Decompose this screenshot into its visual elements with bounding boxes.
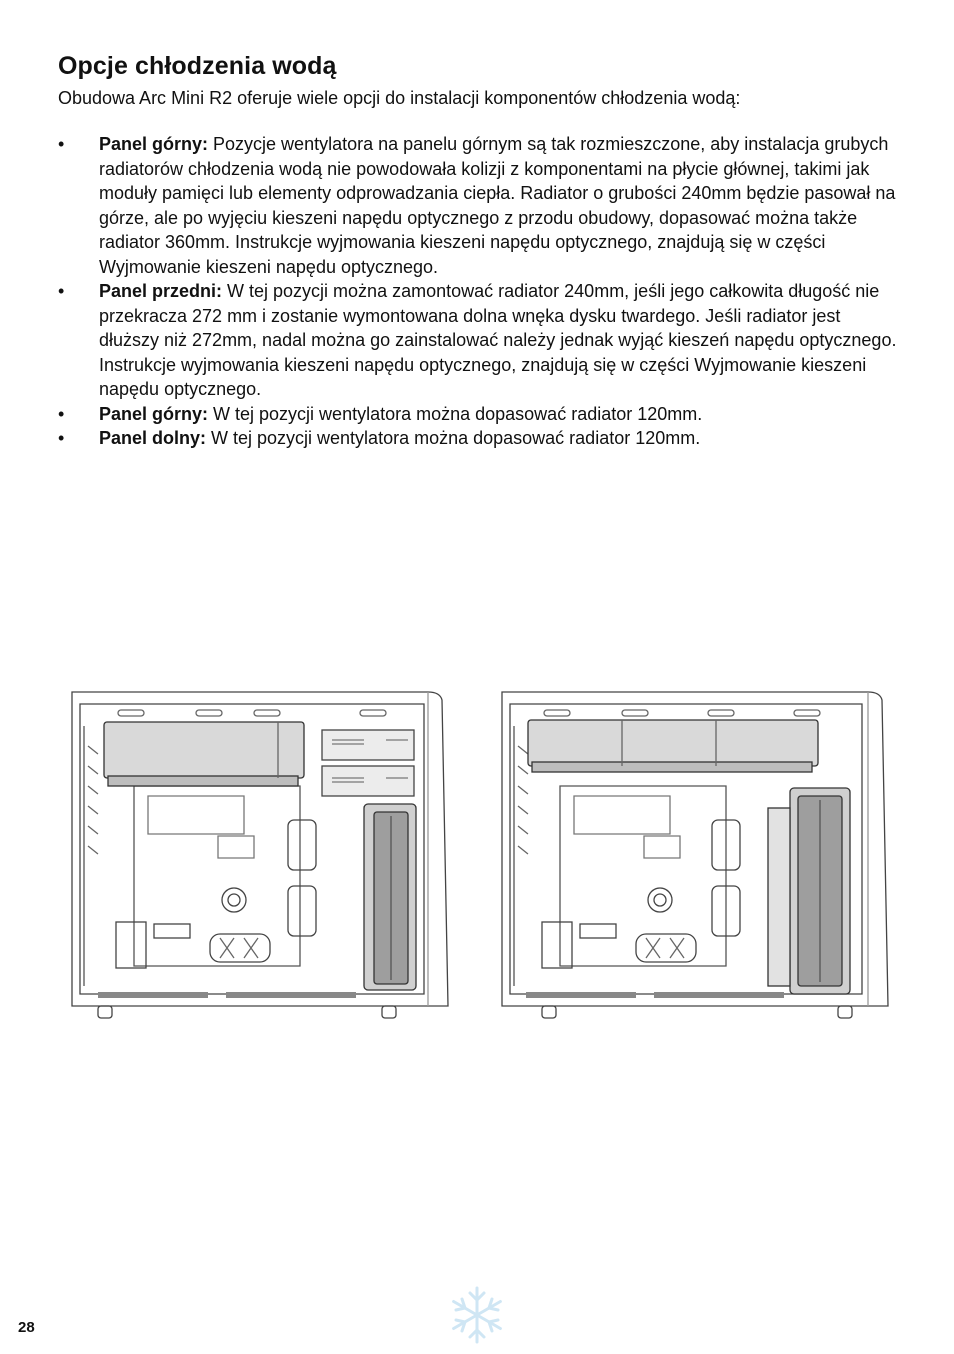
bullet-marker: • bbox=[58, 134, 65, 154]
item-label: Panel górny: bbox=[99, 134, 209, 154]
item-text: W tej pozycji wentylatora można dopasować radiator 120mm. bbox=[208, 403, 703, 424]
page-number: 28 bbox=[18, 1319, 35, 1336]
list-item bbox=[58, 279, 904, 402]
case-diagram-top-front-radiator bbox=[68, 686, 460, 1026]
list-item bbox=[58, 132, 904, 279]
cooling-options-list bbox=[58, 132, 904, 451]
bullet-marker: • bbox=[58, 281, 65, 301]
item-label: Panel dolny: bbox=[99, 428, 207, 448]
item-label: Panel górny: bbox=[99, 403, 209, 424]
item-text: W tej pozycji można zamontować radiator 240mm, jeśli jego całkowita długość nie przekracza 272 mm i zostanie wymontowana dolna wnęka dysku twardego. Jeśli radiator jest dłuższy niż 272mm, nadal można go zainstalować należy jednak wyjąć kieszeń napędu optycznego. Instrukcje wyjmowania kieszeni napędu optycznego, znajdują się w części Wyjmowanie kieszeni napędu optycznego. bbox=[99, 281, 897, 399]
intro-paragraph: Obudowa Arc Mini R2 oferuje wiele opcji do instalacji komponentów chłodzenia wodą: bbox=[58, 88, 741, 108]
page-title: Opcje chłodzenia wodą bbox=[58, 52, 337, 80]
list-item bbox=[58, 426, 904, 451]
item-text: W tej pozycji wentylatora można dopasować radiator 120mm. bbox=[206, 428, 701, 448]
snowflake-icon bbox=[446, 1284, 508, 1346]
list-item bbox=[58, 402, 904, 427]
item-label: Panel przedni: bbox=[99, 281, 223, 301]
bullet-marker: • bbox=[58, 428, 65, 448]
bullet-marker: • bbox=[58, 403, 65, 424]
item-text: Pozycje wentylatora na panelu górnym są tak rozmieszczone, aby instalacja grubych radiatorów chłodzenia wodą nie powodowała kolizji z komponentami na płycie głównej, takimi jak moduły pamięci lub elementy odprowadzania ciepła. Radiator o grubości 240mm będzie pasował na górze, ale po wyjęciu kieszeni napędu optycznego z przodu obudowy, dopasować można także radiator 360mm. Instrukcje wyjmowania kieszeni napędu optycznego, znajdują się w części Wyjmowanie kieszeni napędu optycznego. bbox=[99, 134, 896, 277]
case-diagram-360-top-radiator bbox=[498, 686, 898, 1026]
